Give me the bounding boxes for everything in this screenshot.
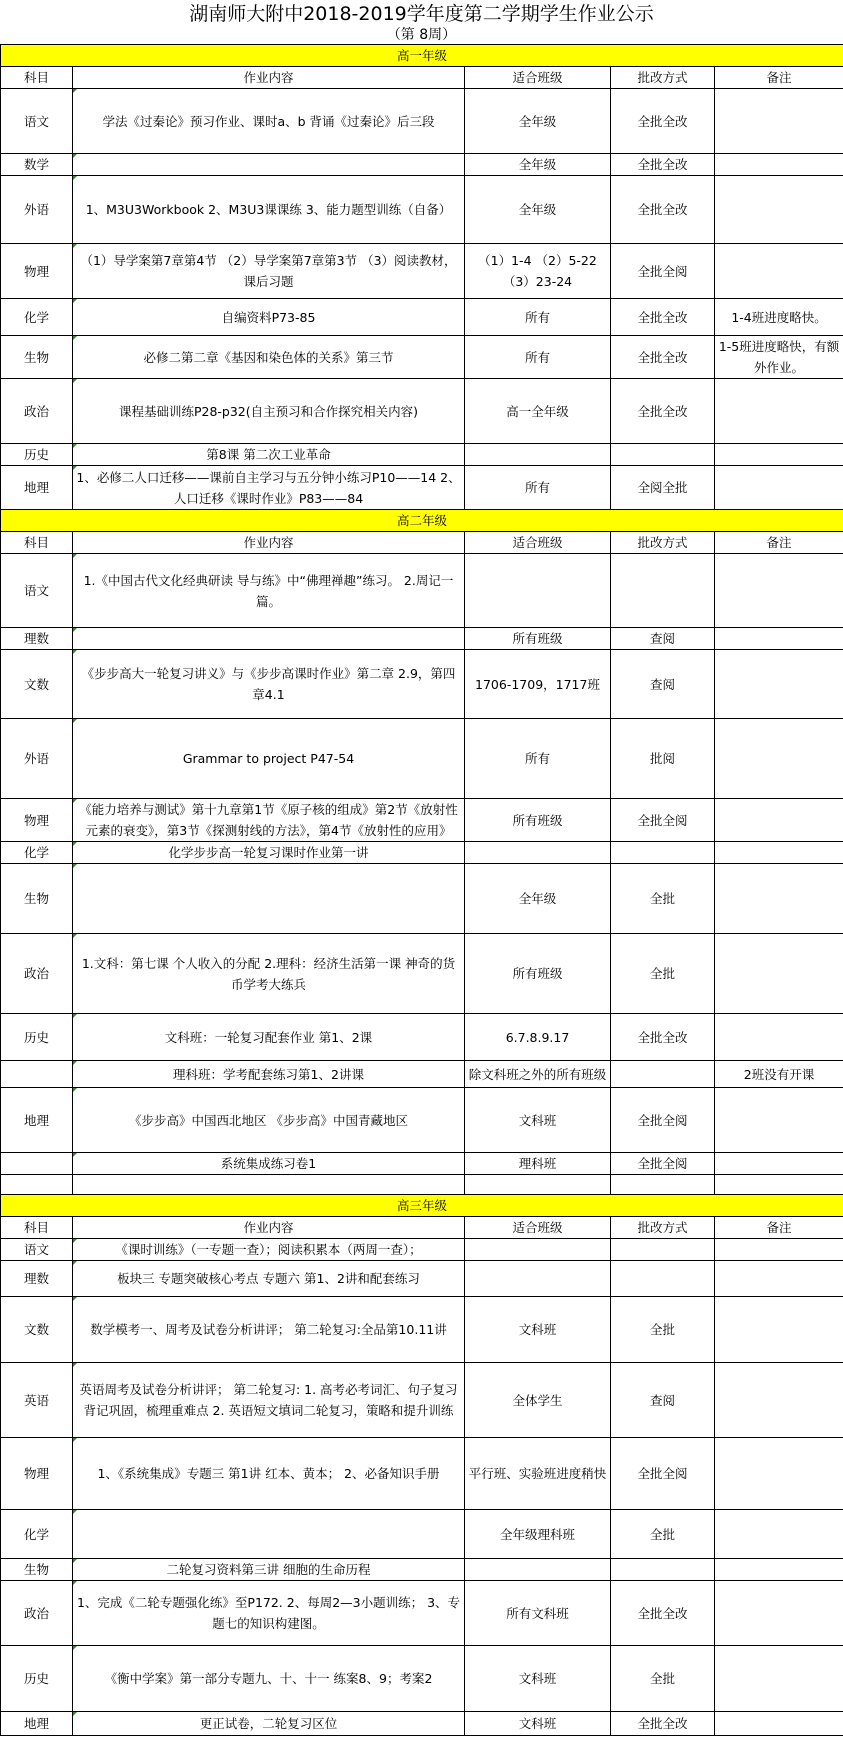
content-cell bbox=[73, 1510, 465, 1559]
class-cell: 平行班、实验班进度稍快 bbox=[465, 1438, 611, 1510]
subject-cell bbox=[1, 1061, 73, 1088]
table-row bbox=[1, 1510, 843, 1559]
grade-band: 高三年级 bbox=[1, 1195, 843, 1217]
note-cell bbox=[715, 628, 843, 650]
homework-table bbox=[0, 44, 843, 1736]
column-header-method: 批改方式 bbox=[611, 532, 715, 554]
method-cell bbox=[611, 1261, 715, 1297]
comment-marker-icon bbox=[73, 1297, 77, 1301]
content-cell: 必修二第二章《基因和染色体的关系》第三节 bbox=[73, 336, 465, 379]
class-cell: 全年级 bbox=[465, 176, 611, 244]
note-cell: 1-5班进度略快，有额外作业。 bbox=[715, 336, 843, 379]
note-cell bbox=[715, 650, 843, 719]
note-cell bbox=[715, 244, 843, 299]
content-cell bbox=[73, 628, 465, 650]
empty-cell bbox=[1, 1175, 73, 1195]
column-header-note: 备注 bbox=[715, 532, 843, 554]
subject-cell: 生物 bbox=[1, 1559, 73, 1581]
note-cell bbox=[715, 379, 843, 444]
table-row bbox=[1, 89, 843, 154]
subject-cell: 化学 bbox=[1, 1510, 73, 1559]
comment-marker-icon bbox=[73, 336, 77, 340]
method-cell: 全批 bbox=[611, 1646, 715, 1712]
class-cell: 所有班级 bbox=[465, 628, 611, 650]
content-cell bbox=[73, 154, 465, 176]
column-header-class: 适合班级 bbox=[465, 67, 611, 89]
note-cell bbox=[715, 1363, 843, 1438]
note-cell bbox=[715, 1153, 843, 1175]
note-cell bbox=[715, 864, 843, 934]
note-cell bbox=[715, 719, 843, 799]
column-header-note: 备注 bbox=[715, 1217, 843, 1239]
class-cell: 所有文科班 bbox=[465, 1581, 611, 1646]
content-cell: 板块三 专题突破核心考点 专题六 第1、2讲和配套练习 bbox=[73, 1261, 465, 1297]
table-row bbox=[1, 1559, 843, 1581]
method-cell: 全批全改 bbox=[611, 299, 715, 336]
comment-marker-icon bbox=[73, 864, 77, 868]
subject-cell: 政治 bbox=[1, 934, 73, 1014]
column-header-method: 批改方式 bbox=[611, 1217, 715, 1239]
class-cell: 所有班级 bbox=[465, 799, 611, 842]
content-cell: 二轮复习资料第三讲 细胞的生命历程 bbox=[73, 1559, 465, 1581]
table-row bbox=[1, 1438, 843, 1510]
week-subtitle: （第 8周） bbox=[386, 27, 457, 43]
subject-cell: 数学 bbox=[1, 154, 73, 176]
content-cell: 1.文科：第七课 个人收入的分配 2.理科：经济生活第一课 神奇的货币学考大练兵 bbox=[73, 934, 465, 1014]
column-header-subject: 科目 bbox=[1, 1217, 73, 1239]
table-row bbox=[1, 379, 843, 444]
note-cell bbox=[715, 1559, 843, 1581]
table-row bbox=[1, 719, 843, 799]
subject-cell: 政治 bbox=[1, 379, 73, 444]
grade-band: 高二年级 bbox=[1, 510, 843, 532]
method-cell: 全批全改 bbox=[611, 154, 715, 176]
subject-cell bbox=[1, 1153, 73, 1175]
content-cell: 1、必修二人口迁移——课前自主学习与五分钟小练习P10——14 2、人口迁移《课时作业》P83——84 bbox=[73, 466, 465, 510]
note-cell bbox=[715, 799, 843, 842]
method-cell bbox=[611, 842, 715, 864]
grade-band: 高一年级 bbox=[1, 45, 843, 67]
subject-cell: 化学 bbox=[1, 299, 73, 336]
empty-cell bbox=[465, 1175, 611, 1195]
note-cell bbox=[715, 1239, 843, 1261]
column-header-row bbox=[1, 532, 843, 554]
class-cell bbox=[465, 1559, 611, 1581]
method-cell: 批阅 bbox=[611, 719, 715, 799]
comment-marker-icon bbox=[73, 299, 77, 303]
column-header-subject: 科目 bbox=[1, 532, 73, 554]
method-cell: 全批全改 bbox=[611, 1581, 715, 1646]
class-cell bbox=[465, 444, 611, 466]
note-cell bbox=[715, 1646, 843, 1712]
subject-cell: 语文 bbox=[1, 89, 73, 154]
method-cell bbox=[611, 444, 715, 466]
method-cell: 全批全阅 bbox=[611, 244, 715, 299]
subject-cell: 外语 bbox=[1, 176, 73, 244]
subject-cell: 理数 bbox=[1, 1261, 73, 1297]
class-cell: 全体学生 bbox=[465, 1363, 611, 1438]
comment-marker-icon bbox=[73, 554, 77, 558]
note-cell bbox=[715, 1014, 843, 1061]
comment-marker-icon bbox=[73, 934, 77, 938]
class-cell bbox=[465, 1261, 611, 1297]
table-row bbox=[1, 1363, 843, 1438]
subject-cell: 地理 bbox=[1, 1088, 73, 1153]
table-row bbox=[1, 244, 843, 299]
table-row bbox=[1, 1712, 843, 1736]
class-cell bbox=[465, 842, 611, 864]
table-row bbox=[1, 444, 843, 466]
method-cell bbox=[611, 1239, 715, 1261]
column-header-content: 作业内容 bbox=[73, 1217, 465, 1239]
table-row bbox=[1, 154, 843, 176]
table-row bbox=[1, 650, 843, 719]
column-header-class: 适合班级 bbox=[465, 532, 611, 554]
class-cell: 文科班 bbox=[465, 1088, 611, 1153]
comment-marker-icon bbox=[73, 89, 77, 93]
note-cell bbox=[715, 1088, 843, 1153]
subject-cell: 外语 bbox=[1, 719, 73, 799]
note-cell bbox=[715, 1510, 843, 1559]
method-cell: 全批全阅 bbox=[611, 1088, 715, 1153]
content-cell bbox=[73, 864, 465, 934]
comment-marker-icon bbox=[73, 1261, 77, 1265]
class-cell: （1）1-4 （2）5-22 （3）23-24 bbox=[465, 244, 611, 299]
content-cell: 第8课 第二次工业革命 bbox=[73, 444, 465, 466]
table-row bbox=[1, 466, 843, 510]
comment-marker-icon bbox=[73, 1559, 77, 1563]
page-title: 湖南师大附中2018-2019学年度第二学期学生作业公示 bbox=[189, 3, 654, 25]
class-cell: 全年级 bbox=[465, 89, 611, 154]
empty-cell bbox=[73, 1175, 465, 1195]
method-cell: 全批 bbox=[611, 1510, 715, 1559]
content-cell: 数学模考一、周考及试卷分析讲评； 第二轮复习:全品第10.11讲 bbox=[73, 1297, 465, 1363]
class-cell: 所有 bbox=[465, 719, 611, 799]
table-row bbox=[1, 1297, 843, 1363]
table-row bbox=[1, 842, 843, 864]
column-header-note: 备注 bbox=[715, 67, 843, 89]
content-cell: 《能力培养与测试》第十九章第1节《原子核的组成》第2节《放射性元素的衰变》，第3节《探测射线的方法》，第4节《放射性的应用》 bbox=[73, 799, 465, 842]
method-cell: 全批 bbox=[611, 1297, 715, 1363]
empty-cell bbox=[715, 1175, 843, 1195]
class-cell: 6.7.8.9.17 bbox=[465, 1014, 611, 1061]
subject-cell: 历史 bbox=[1, 444, 73, 466]
comment-marker-icon bbox=[73, 1712, 77, 1716]
comment-marker-icon bbox=[73, 176, 77, 180]
note-cell bbox=[715, 934, 843, 1014]
subject-cell: 语文 bbox=[1, 1239, 73, 1261]
method-cell: 全批全改 bbox=[611, 1014, 715, 1061]
method-cell: 全批全改 bbox=[611, 176, 715, 244]
content-cell: 《衡中学案》第一部分专题九、十、十一 练案8、9；考案2 bbox=[73, 1646, 465, 1712]
comment-marker-icon bbox=[73, 379, 77, 383]
table-row bbox=[1, 176, 843, 244]
subject-cell: 生物 bbox=[1, 336, 73, 379]
class-cell: 理科班 bbox=[465, 1153, 611, 1175]
note-cell bbox=[715, 842, 843, 864]
subject-cell: 文数 bbox=[1, 650, 73, 719]
column-header-row bbox=[1, 1217, 843, 1239]
comment-marker-icon bbox=[73, 466, 77, 470]
column-header-method: 批改方式 bbox=[611, 67, 715, 89]
table-row bbox=[1, 1061, 843, 1088]
method-cell: 全阅全批 bbox=[611, 466, 715, 510]
class-cell bbox=[465, 1239, 611, 1261]
class-cell: 全年级理科班 bbox=[465, 1510, 611, 1559]
content-cell: 1、M3U3Workbook 2、M3U3课课练 3、能力题型训练（自备） bbox=[73, 176, 465, 244]
content-cell: 《步步高大一轮复习讲义》与《步步高课时作业》第二章 2.9，第四章4.1 bbox=[73, 650, 465, 719]
method-cell: 全批 bbox=[611, 934, 715, 1014]
comment-marker-icon bbox=[73, 1239, 77, 1243]
table-row bbox=[1, 1239, 843, 1261]
note-cell bbox=[715, 89, 843, 154]
content-cell: 自编资料P73-85 bbox=[73, 299, 465, 336]
table-row bbox=[1, 1261, 843, 1297]
method-cell bbox=[611, 554, 715, 628]
content-cell: 文科班：一轮复习配套作业 第1、2课 bbox=[73, 1014, 465, 1061]
comment-marker-icon bbox=[73, 799, 77, 803]
class-cell: 文科班 bbox=[465, 1712, 611, 1736]
subject-cell: 化学 bbox=[1, 842, 73, 864]
comment-marker-icon bbox=[73, 154, 77, 158]
subject-cell: 物理 bbox=[1, 1438, 73, 1510]
table-row bbox=[1, 1646, 843, 1712]
comment-marker-icon bbox=[73, 1088, 77, 1092]
class-cell bbox=[465, 554, 611, 628]
content-cell: 《课时训练》（一专题一查）；阅读积累本（两周一查）； bbox=[73, 1239, 465, 1261]
note-cell bbox=[715, 466, 843, 510]
method-cell: 全批全改 bbox=[611, 1712, 715, 1736]
subject-cell: 文数 bbox=[1, 1297, 73, 1363]
content-cell: 1.《中国古代文化经典研读 导与练》中“佛理禅趣”练习。 2.周记一篇。 bbox=[73, 554, 465, 628]
method-cell: 全批全改 bbox=[611, 89, 715, 154]
content-cell: 化学步步高一轮复习课时作业第一讲 bbox=[73, 842, 465, 864]
column-header-content: 作业内容 bbox=[73, 67, 465, 89]
subject-cell: 地理 bbox=[1, 466, 73, 510]
method-cell: 全批全改 bbox=[611, 379, 715, 444]
class-cell: 所有 bbox=[465, 299, 611, 336]
comment-marker-icon bbox=[73, 1646, 77, 1650]
comment-marker-icon bbox=[73, 1510, 77, 1514]
comment-marker-icon bbox=[73, 650, 77, 654]
class-cell: 所有 bbox=[465, 336, 611, 379]
content-cell: 《步步高》中国西北地区 《步步高》中国青藏地区 bbox=[73, 1088, 465, 1153]
note-cell bbox=[715, 1261, 843, 1297]
content-cell: （1）导学案第7章第4节 （2）导学案第7章第3节 （3）阅读教材，课后习题 bbox=[73, 244, 465, 299]
column-header-class: 适合班级 bbox=[465, 1217, 611, 1239]
class-cell: 文科班 bbox=[465, 1646, 611, 1712]
table-row bbox=[1, 864, 843, 934]
comment-marker-icon bbox=[73, 1363, 77, 1367]
content-cell: Grammar to project P47-54 bbox=[73, 719, 465, 799]
note-cell bbox=[715, 554, 843, 628]
content-cell: 1、完成《二轮专题强化练》至P172. 2、每周2—3小题训练； 3、专题七的知识构建图。 bbox=[73, 1581, 465, 1646]
table-row bbox=[1, 299, 843, 336]
method-cell: 全批全阅 bbox=[611, 799, 715, 842]
empty-cell bbox=[611, 1175, 715, 1195]
note-cell bbox=[715, 1297, 843, 1363]
subject-cell: 物理 bbox=[1, 799, 73, 842]
table-row bbox=[1, 1014, 843, 1061]
empty-row bbox=[1, 1175, 843, 1195]
class-cell: 1706-1709，1717班 bbox=[465, 650, 611, 719]
class-cell: 除文科班之外的所有班级 bbox=[465, 1061, 611, 1088]
class-cell: 全年级 bbox=[465, 864, 611, 934]
table-row bbox=[1, 1153, 843, 1175]
method-cell bbox=[611, 1061, 715, 1088]
class-cell: 所有 bbox=[465, 466, 611, 510]
comment-marker-icon bbox=[73, 628, 77, 632]
method-cell: 查阅 bbox=[611, 650, 715, 719]
content-cell: 理科班：学考配套练习第1、2讲课 bbox=[73, 1061, 465, 1088]
comment-marker-icon bbox=[73, 842, 77, 846]
class-cell: 高一全年级 bbox=[465, 379, 611, 444]
subject-cell: 英语 bbox=[1, 1363, 73, 1438]
table-row bbox=[1, 1088, 843, 1153]
content-cell: 英语周考及试卷分析讲评； 第二轮复习: 1. 高考必考词汇、句子复习背记巩固，梳理重难点 2. 英语短文填词二轮复习，策略和提升训练 bbox=[73, 1363, 465, 1438]
table-row bbox=[1, 628, 843, 650]
note-cell bbox=[715, 176, 843, 244]
subject-cell: 理数 bbox=[1, 628, 73, 650]
method-cell: 全批 bbox=[611, 864, 715, 934]
method-cell: 查阅 bbox=[611, 628, 715, 650]
subject-cell: 历史 bbox=[1, 1646, 73, 1712]
content-cell: 系统集成练习卷1 bbox=[73, 1153, 465, 1175]
column-header-subject: 科目 bbox=[1, 67, 73, 89]
comment-marker-icon bbox=[73, 1061, 77, 1065]
method-cell: 全批全阅 bbox=[611, 1438, 715, 1510]
content-cell: 1、《系统集成》专题三 第1讲 红本、黄本； 2、必备知识手册 bbox=[73, 1438, 465, 1510]
method-cell: 全批全阅 bbox=[611, 1153, 715, 1175]
note-cell: 2班没有开课 bbox=[715, 1061, 843, 1088]
table-row bbox=[1, 1581, 843, 1646]
content-cell: 课程基础训练P28-p32(自主预习和合作探究相关内容) bbox=[73, 379, 465, 444]
comment-marker-icon bbox=[73, 444, 77, 448]
content-cell: 更正试卷，二轮复习区位 bbox=[73, 1712, 465, 1736]
table-row bbox=[1, 934, 843, 1014]
comment-marker-icon bbox=[73, 244, 77, 248]
comment-marker-icon bbox=[73, 719, 77, 723]
table-row bbox=[1, 336, 843, 379]
subject-cell: 历史 bbox=[1, 1014, 73, 1061]
method-cell bbox=[611, 1559, 715, 1581]
table-row bbox=[1, 799, 843, 842]
subject-cell: 语文 bbox=[1, 554, 73, 628]
note-cell bbox=[715, 1581, 843, 1646]
method-cell: 全批全改 bbox=[611, 336, 715, 379]
comment-marker-icon bbox=[73, 1581, 77, 1585]
class-cell: 全年级 bbox=[465, 154, 611, 176]
comment-marker-icon bbox=[73, 1153, 77, 1157]
content-cell: 学法《过秦论》预习作业、课时a、b 背诵《过秦论》后三段 bbox=[73, 89, 465, 154]
comment-marker-icon bbox=[73, 1438, 77, 1442]
note-cell: 1-4班进度略快。 bbox=[715, 299, 843, 336]
column-header-content: 作业内容 bbox=[73, 532, 465, 554]
column-header-row bbox=[1, 67, 843, 89]
note-cell bbox=[715, 1438, 843, 1510]
class-cell: 文科班 bbox=[465, 1297, 611, 1363]
note-cell bbox=[715, 1712, 843, 1736]
class-cell: 所有班级 bbox=[465, 934, 611, 1014]
subject-cell: 政治 bbox=[1, 1581, 73, 1646]
comment-marker-icon bbox=[73, 1014, 77, 1018]
subject-cell: 地理 bbox=[1, 1712, 73, 1736]
note-cell bbox=[715, 154, 843, 176]
table-row bbox=[1, 554, 843, 628]
note-cell bbox=[715, 444, 843, 466]
subject-cell: 物理 bbox=[1, 244, 73, 299]
subject-cell: 生物 bbox=[1, 864, 73, 934]
method-cell: 查阅 bbox=[611, 1363, 715, 1438]
